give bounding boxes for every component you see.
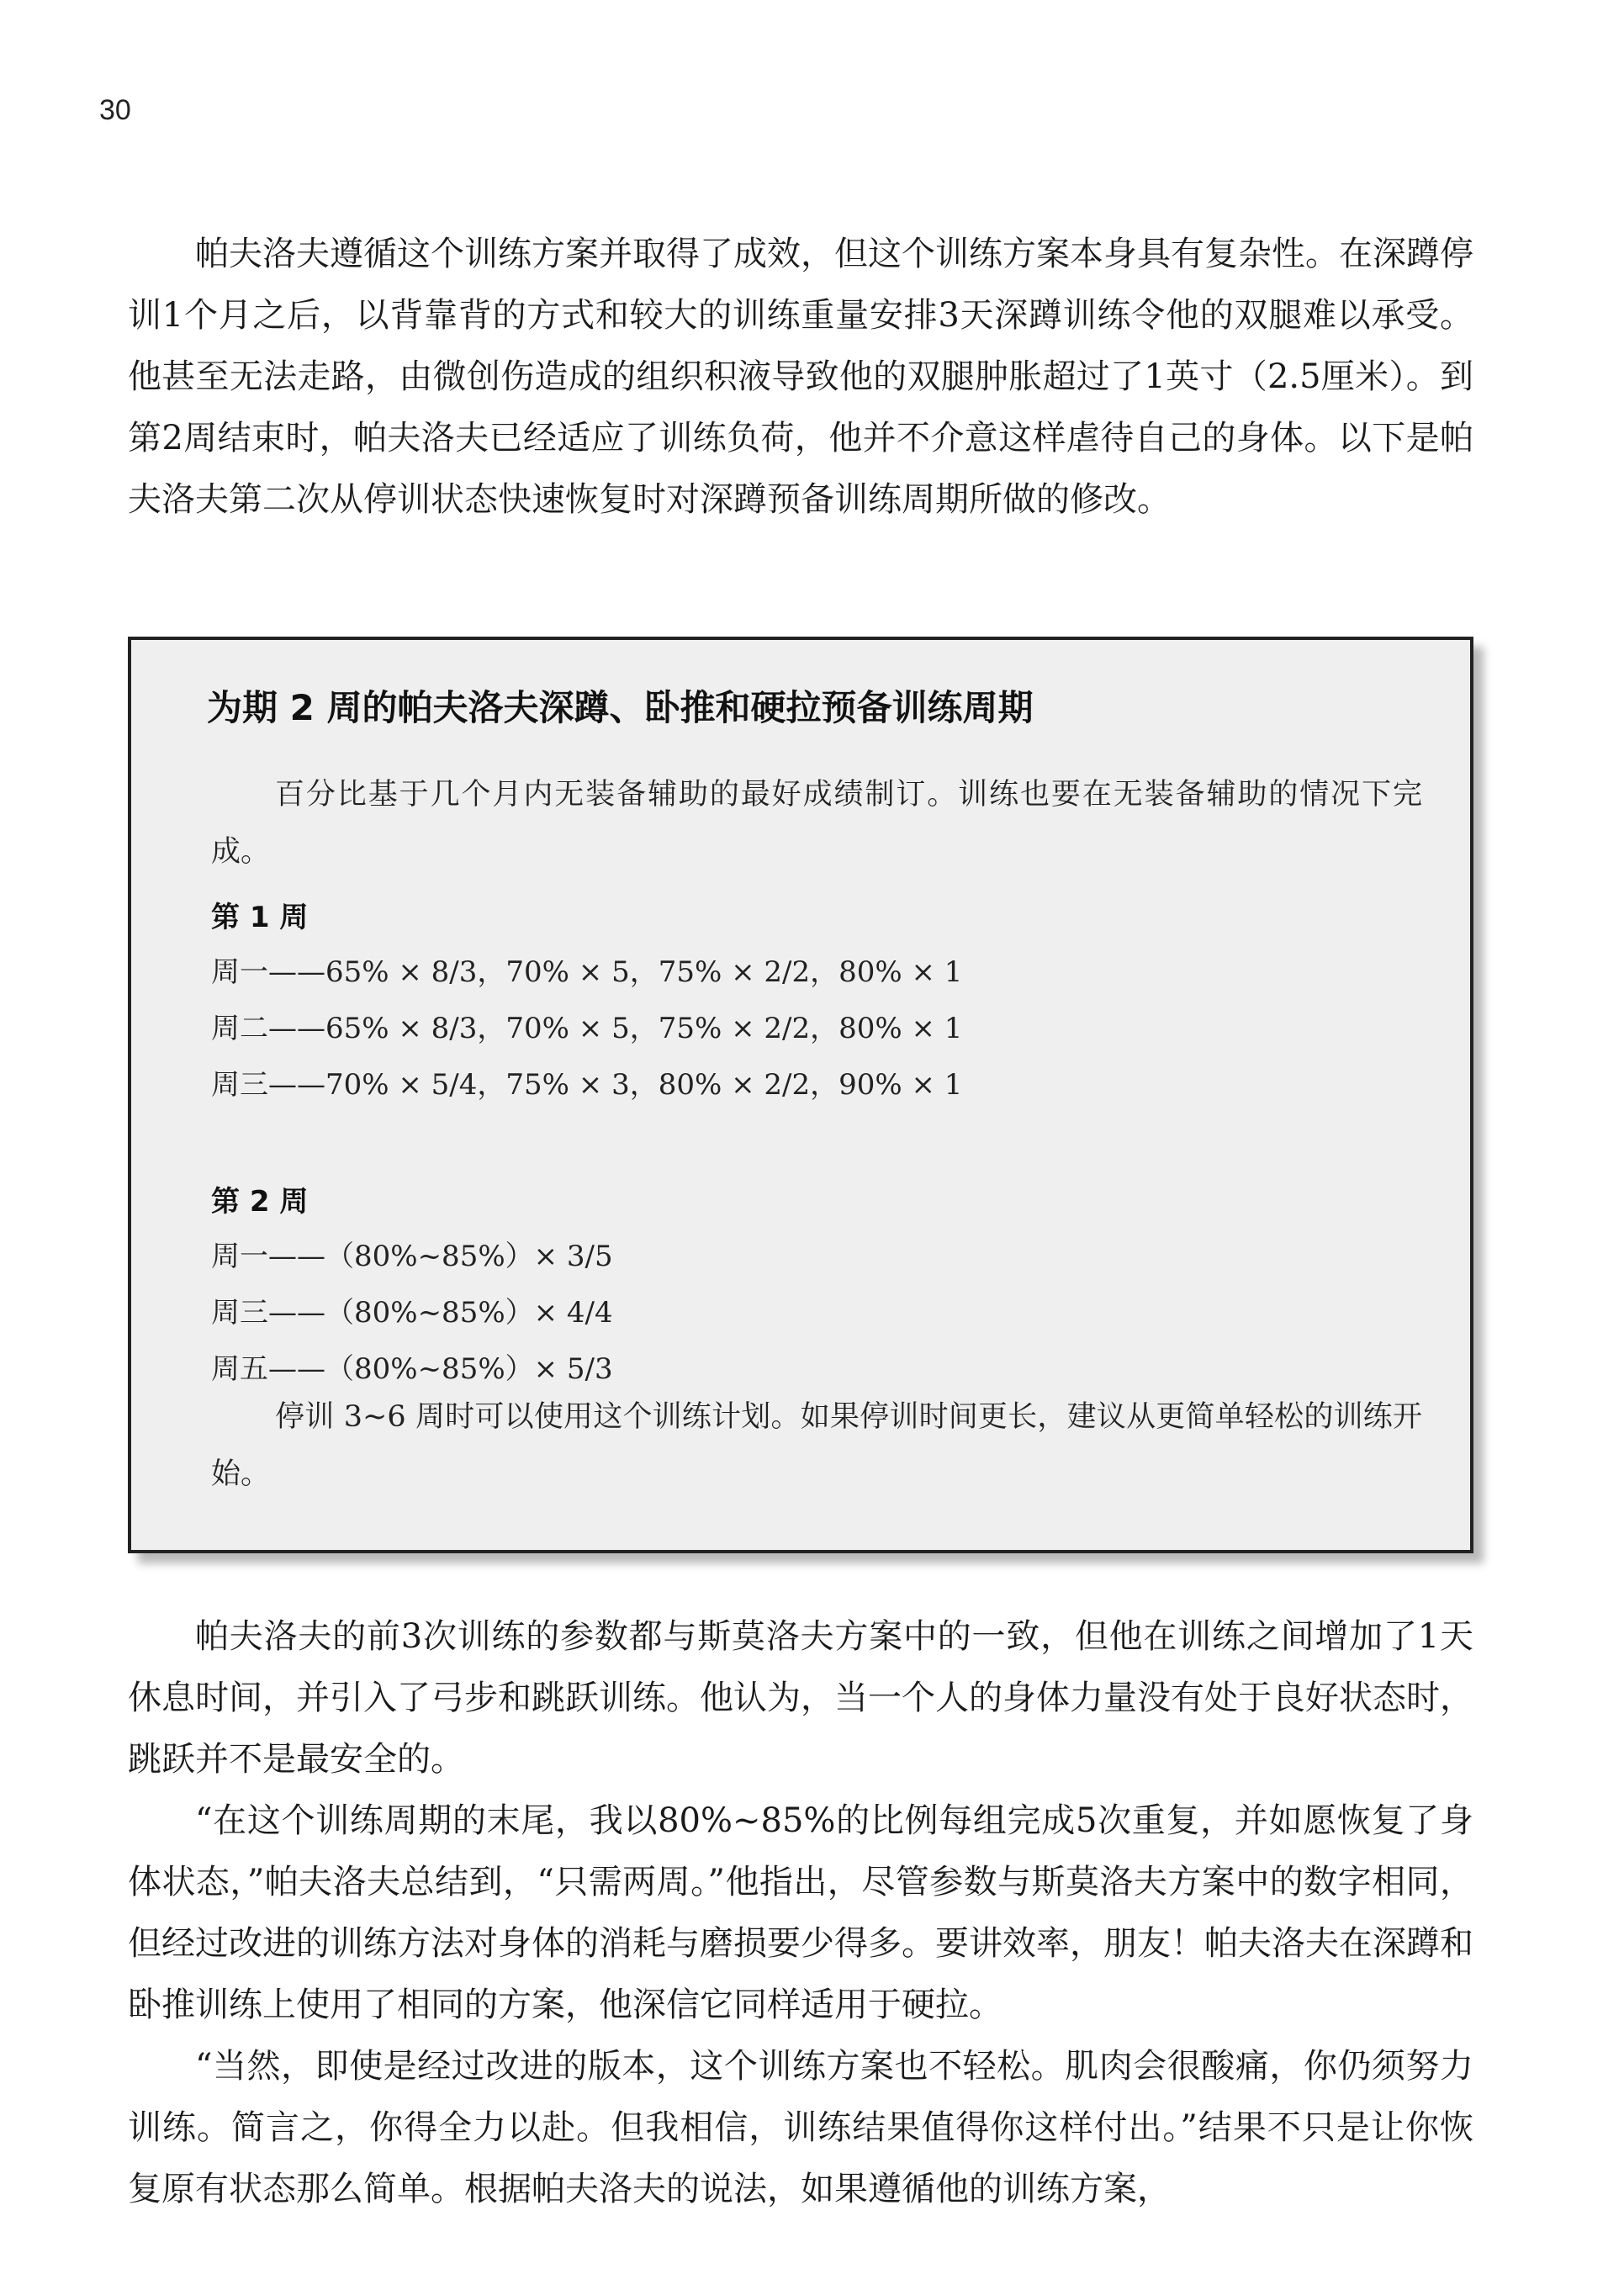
schedule-line: 周二——65% × 8/3，70% × 5，75% × 2/2，80% × 1: [211, 1012, 963, 1045]
schedule-line: 周一——65% × 8/3，70% × 5，75% × 2/2，80% × 1: [211, 955, 963, 989]
week-1-heading: 第 1 周: [211, 901, 309, 934]
schedule-line: 周五——（80%~85%）× 5/3: [211, 1352, 613, 1386]
schedule-line: 周三——70% × 5/4，75% × 3，80% × 2/2，90% × 1: [211, 1068, 963, 1102]
page-number: 30: [99, 94, 131, 126]
body-paragraph: 帕夫洛夫遵循这个训练方案并取得了成效，但这个训练方案本身具有复杂性。在深蹲停训1个月之后，以背靠背的方式和较大的训练重量安排3天深蹲训练令他的双腿难以承受。他甚至无法走路，由微创伤造成的组织积液导致他的双腿肿胀超过了1英寸（2.5厘米）。到第2周结束时，帕夫洛夫已经适应了训练负荷，他并不介意这样虐待自己的身体。以下是帕夫洛夫第二次从停训状态快速恢复时对深蹲预备训练周期所做的修改。: [128, 235, 1473, 519]
box-note: 停训 3~6 周时可以使用这个训练计划。如果停训时间更长，建议从更简单轻松的训练开始。: [211, 1400, 1422, 1491]
schedule-line: 周三——（80%~85%）× 4/4: [211, 1296, 613, 1330]
schedule-line: 周一——（80%~85%）× 3/5: [211, 1240, 613, 1273]
program-sidebar-box: [128, 637, 1473, 1553]
week-2-schedule: [211, 1229, 1422, 1398]
body-paragraph: “当然，即使是经过改进的版本，这个训练方案也不轻松。肌肉会很酸痛，你仍须努力训练。简言之，你得全力以赴。但我相信，训练结果值得你这样付出。”结果不只是让你恢复原有状态那么简单。根据帕夫洛夫的说法，如果遵循他的训练方案，: [128, 2047, 1473, 2208]
body-paragraph: 帕夫洛夫的前3次训练的参数都与斯莫洛夫方案中的一致，但他在训练之间增加了1天休息时间，并引入了弓步和跳跃训练。他认为，当一个人的身体力量没有处于良好状态时，跳跃并不是最安全的。: [128, 1617, 1473, 1779]
body-paragraph: “在这个训练周期的末尾，我以80%~85%的比例每组完成5次重复，并如愿恢复了身体状态，”帕夫洛夫总结到，“只需两周。”他指出，尽管参数与斯莫洛夫方案中的数字相同，但经过改进的训练方法对身体的消耗与磨损要少得多。要讲效率，朋友！帕夫洛夫在深蹲和卧推训练上使用了相同的方案，他深信它同样适用于硬拉。: [128, 1801, 1473, 2024]
week-1-schedule: [211, 944, 1422, 1113]
box-title: 为期 2 周的帕夫洛夫深蹲、卧推和硬拉预备训练周期: [207, 687, 1034, 728]
box-intro: 百分比基于几个月内无装备辅助的最好成绩制订。训练也要在无装备辅助的情况下完成。: [211, 778, 1422, 869]
week-2-heading: 第 2 周: [211, 1185, 309, 1219]
